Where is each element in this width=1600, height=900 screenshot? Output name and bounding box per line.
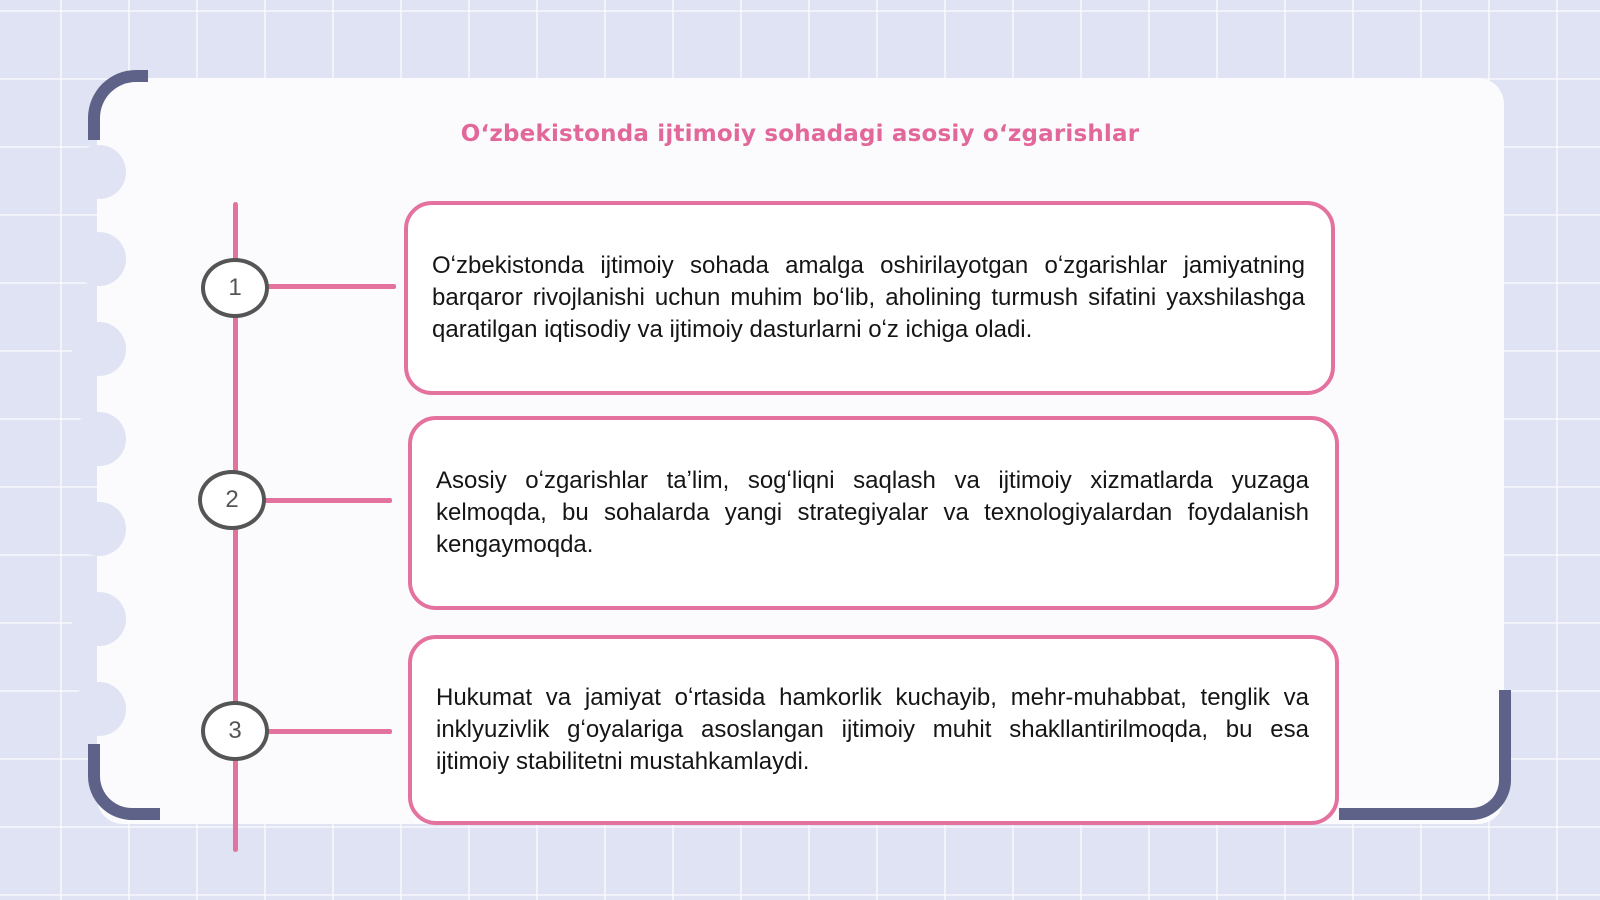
paper-scallop xyxy=(72,145,126,199)
step-node-1: 1 xyxy=(201,258,269,318)
paper-scallop xyxy=(72,232,126,286)
paper-scallop xyxy=(72,412,126,466)
timeline-connector xyxy=(258,498,392,503)
paper-scallop xyxy=(72,322,126,376)
step-text-3: Hukumat va jamiyat oʻrtasida hamkorlik kuchayib, mehr-muhabbat, tenglik va inklyuzivlik gʻoyalariga asoslangan ijtimoiy muhit shakllantirilmoqda, bu esa ijtimoiy stabilitetni mustahkamlaydi. xyxy=(436,684,1309,775)
timeline-connector xyxy=(262,284,396,289)
step-card-3 xyxy=(408,635,1339,825)
slide-title: Oʻzbekistonda ijtimoiy sohadagi asosiy oʻzgarishlar xyxy=(460,121,1140,147)
step-node-2: 2 xyxy=(198,470,266,530)
step-text-1: Oʻzbekistonda ijtimoiy sohada amalga oshirilayotgan oʻzgarishlar jamiyatning barqaror rivojlanishi uchun muhim boʻlib, aholining turmush sifatini yaxshilashga qaratilgan iqtisodiy va ijtimoiy dasturlarni oʻz ichiga oladi. xyxy=(432,252,1305,343)
step-node-3: 3 xyxy=(201,701,269,761)
paper-scallop xyxy=(72,592,126,646)
frame-corner-bottom-right xyxy=(1339,690,1511,820)
paper-scallop xyxy=(72,682,126,736)
step-card-1 xyxy=(404,201,1335,395)
timeline-connector xyxy=(262,729,392,734)
paper-scallop xyxy=(72,502,126,556)
step-text-2: Asosiy oʻzgarishlar taʼlim, sogʻliqni saqlash va ijtimoiy xizmatlarda yuzaga kelmoqda, bu sohalarda yangi strategiyalar va texnologiyalardan foydalanish kengaymoqda. xyxy=(436,467,1309,558)
step-card-2 xyxy=(408,416,1339,610)
frame-corner-top-left xyxy=(88,70,148,140)
